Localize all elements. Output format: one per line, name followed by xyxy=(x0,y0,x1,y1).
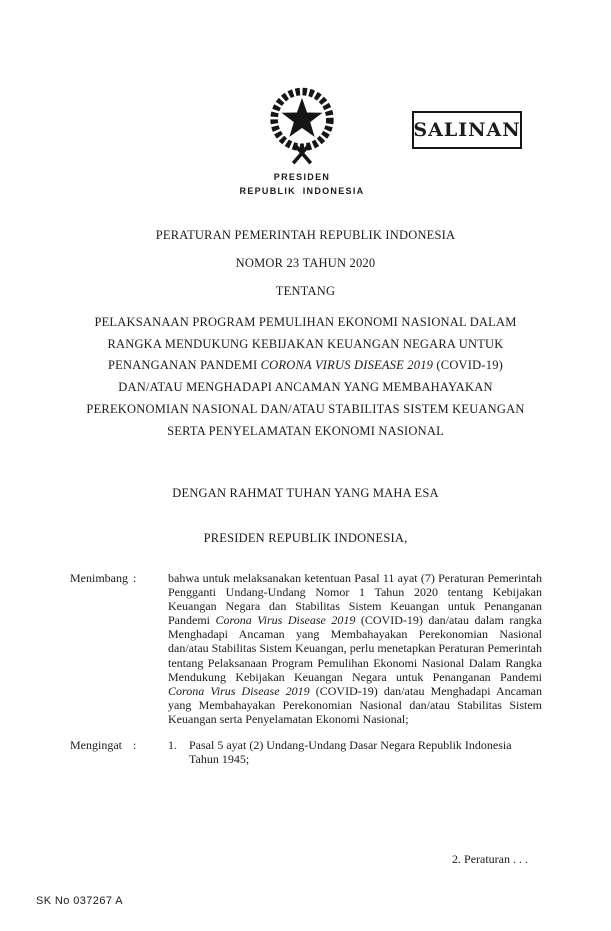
italic-disease-name: Corona Virus Disease 2019 xyxy=(215,613,356,628)
invocation-line: DENGAN RAHMAT TUHAN YANG MAHA ESA xyxy=(172,486,439,500)
regulation-number: NOMOR 23 TAHUN 2020 xyxy=(235,256,376,270)
presidential-seal-icon xyxy=(262,82,342,168)
subject-line: PELAKSANAAN PROGRAM PEMULIHAN EKONOMI NASIONAL DALAM xyxy=(94,315,517,329)
considering-label: Menimbang xyxy=(70,571,128,585)
considering-paragraph: bahwa untuk melaksanakan ketentuan Pasal 11 ayat (7) Peraturan Pemerintah Pengganti Undang-Undang Nomor 1 Tahun 2020 tentang Kebijakan Keuangan Negara dan Stabilitas Sistem Keuangan untuk Penanganan Pandemi Corona Virus Disease 2019 (COVID-19) dan/atau dalam rangka Menghadapi Ancaman yang Membahayakan Perekonomian Nasional dan/atau Stabilitas Sistem Keuangan, perlu menetapkan Peraturan Pemerintah tentang Pelaksanaan Program Pemulihan Ekonomi Nasional Dalam Rangka Mendukung Kebijakan Keuangan Negara untuk Penanganan Pandemi Corona Virus Disease 2019 (COVID-19) dan/atau Menghadapi Ancaman yang Membahayakan Perekonomian Nasional dan/atau Stabilitas Sistem Keuangan serta Penyelamatan Ekonomi Nasional; xyxy=(168,571,542,726)
preamble xyxy=(70,571,542,766)
recalling-item-number: 1. xyxy=(168,738,177,753)
recalling-colon: : xyxy=(133,738,137,753)
salinan-stamp-label: SALINAN xyxy=(413,119,521,141)
catchword: 2. Peraturan . . . xyxy=(452,852,528,866)
letterhead xyxy=(0,171,604,198)
sk-number: SK No 037267 A xyxy=(36,895,123,907)
letterhead-line-presiden: PRESIDEN xyxy=(273,172,331,182)
considering-colon: : xyxy=(133,571,137,585)
recalling-item xyxy=(168,738,542,766)
enacting-authority-line: PRESIDEN REPUBLIK INDONESIA, xyxy=(203,531,408,545)
subject-line: PEREKONOMIAN NASIONAL DAN/ATAU STABILITAS SISTEM KEUANGAN xyxy=(86,401,525,416)
recalling-item-text: Pasal 5 ayat (2) Undang-Undang Dasar Negara Republik Indonesia Tahun 1945; xyxy=(189,738,512,767)
considering-section xyxy=(70,571,542,726)
subject-line: PENANGANAN PANDEMI CORONA VIRUS DISEASE 2019 (COVID-19) xyxy=(107,358,504,373)
subject-line: DAN/ATAU MENGHADAPI ANCAMAN YANG MEMBAHAYAKAN xyxy=(118,380,493,395)
recalling-label: Mengingat xyxy=(70,738,122,753)
letterhead-line-republik-indonesia: REPUBLIK INDONESIA xyxy=(239,185,365,196)
title-block xyxy=(40,228,571,442)
salinan-stamp xyxy=(412,111,522,149)
subject-line: RANGKA MENDUKUNG KEBIJAKAN KEUANGAN NEGARA UNTUK xyxy=(107,336,504,351)
subject-line: SERTA PENYELAMATAN EKONOMI NASIONAL xyxy=(167,423,444,438)
italic-disease-name: CORONA VIRUS DISEASE 2019 xyxy=(260,358,434,373)
recalling-section xyxy=(70,738,542,766)
regulation-type: PERATURAN PEMERINTAH REPUBLIK INDONESIA xyxy=(155,228,456,242)
italic-disease-name: Corona Virus Disease 2019 xyxy=(168,683,310,698)
regulation-subject xyxy=(40,312,571,442)
about-label: TENTANG xyxy=(275,284,336,298)
